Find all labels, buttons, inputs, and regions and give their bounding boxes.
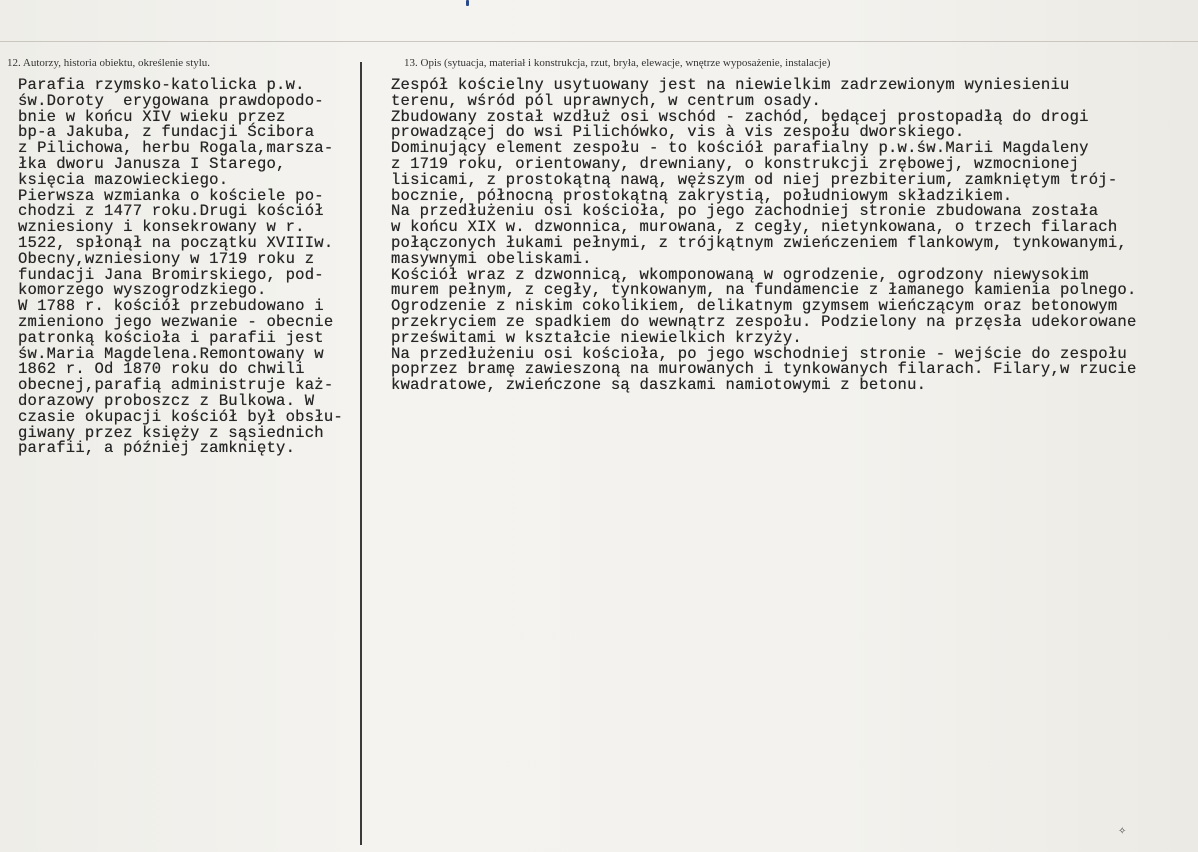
history-line: parafii, a później zamknięty. [18,439,296,458]
history-line: św.Doroty erygowana prawdopodo- [18,91,324,110]
section-12-header: 12. Autorzy, historia obiektu, określenie stylu. [7,57,211,69]
history-line: wzniesiony i konsekrowany w r. [18,218,305,237]
ink-dot [466,0,469,6]
history-line: 1522, spłonął na początku XVIIIw. [18,233,334,252]
history-line: Obecny,wzniesiony w 1719 roku z [18,249,315,268]
history-text [18,78,358,457]
description-line: Kościół wraz z dzwonnicą, wkomponowaną w ogrodzenie, ogrodzony niewysokim [391,265,1089,284]
description-line: Dominujący element zespołu - to kościół parafialny p.w.św.Marii Magdaleny [391,139,1089,158]
description-line: poprzez bramę zawieszoną na murowanych i tynkowanych filarach. Filary,w rzucie [391,360,1137,379]
history-line: giwany przez księży z sąsiednich [18,423,324,442]
description-line: połączonych łukami pełnymi, z trójkątnym zwieńczeniem flankowym, tynkowanymi, [391,233,1127,252]
description-line: Zbudowany został wzdłuż osi wschód - zachód, będącej prostopadłą do drogi [391,107,1089,126]
description-text [391,78,1196,394]
description-line: przekryciem ze spadkiem do wewnątrz zespołu. Podzielony na przęsła udekorowane [391,312,1137,331]
history-line: chodzi z 1477 roku.Drugi kościół [18,202,324,221]
history-line: księcia mazowieckiego. [18,170,229,189]
description-line: z 1719 roku, orientowany, drewniany, o konstrukcji zrębowej, wzmocnionej [391,154,1080,173]
description-line: kwadratowe, zwieńczone są daszkami namiotowymi z betonu. [391,376,927,395]
history-line: patronką kościoła i parafii jest [18,328,324,347]
history-line: komorzego wyszogrodzkiego. [18,281,267,300]
history-line: łka dworu Janusza I Starego, [18,154,286,173]
description-line: terenu, wśród pól uprawnych, w centrum osady. [391,91,822,110]
history-line: W 1788 r. kościół przebudowano i [18,297,324,316]
description-line: prześwitami w kształcie niewielkich krzyży. [391,328,802,347]
history-line: obecnej,parafią administruje każ- [18,376,334,395]
history-line: Pierwsza wzmianka o kościele po- [18,186,324,205]
description-line: masywnymi obeliskami. [391,249,592,268]
description-line: bocznie, północną prostokątną zakrystią, południowym składzikiem. [391,186,1013,205]
description-line: murem pełnym, z cegły, tynkowanym, na fundamencie z łamanego kamienia polnego. [391,281,1137,300]
history-line: fundacji Jana Bromirskiego, pod- [18,265,324,284]
history-line: bnie w końcu XIV wieku przez [18,107,286,126]
top-rule [0,41,1198,42]
description-line: Na przedłużeniu osi kościoła, po jego zachodniej stronie zbudowana została [391,202,1099,221]
description-line: Na przedłużeniu osi kościoła, po jego wschodniej stronie - wejście do zespołu [391,344,1127,363]
corner-mark: ✧ [1118,826,1127,837]
history-line: Parafia rzymsko-katolicka p.w. [18,76,305,94]
section-13-header: 13. Opis (sytuacja, materiał i konstrukcja, rzut, bryła, elewacje, wnętrze wyposażenie, instalacje) [404,57,831,69]
history-line: czasie okupacji kościół był obsłu- [18,407,343,426]
description-line: lisicami, z prostokątną nawą, węższym od niej prezbiterium, zamkniętym trój- [391,170,1118,189]
history-line: zmieniono jego wezwanie - obecnie [18,312,334,331]
description-line: Ogrodzenie z niskim cokolikiem, delikatnym gzymsem wieńczącym oraz betonowym [391,297,1118,316]
history-line: bp-a Jakuba, z fundacji Ścibora [18,123,315,142]
history-line: 1862 r. Od 1870 roku do chwili [18,360,305,379]
history-line: dorazowy proboszcz z Bulkowa. W [18,391,315,410]
column-divider [360,62,362,845]
history-line: św.Maria Magdelena.Remontowany w [18,344,324,363]
description-line: prowadzącej do wsi Pilichówko, vis à vis zespołu dworskiego. [391,123,965,142]
description-line: w końcu XIX w. dzwonnica, murowana, z cegły, nietynkowana, o trzech filarach [391,218,1118,237]
history-line: z Pilichowa, herbu Rogala,marsza- [18,139,334,158]
description-line: Zespół kościelny usytuowany jest na niewielkim zadrzewionym wyniesieniu [391,76,1070,94]
